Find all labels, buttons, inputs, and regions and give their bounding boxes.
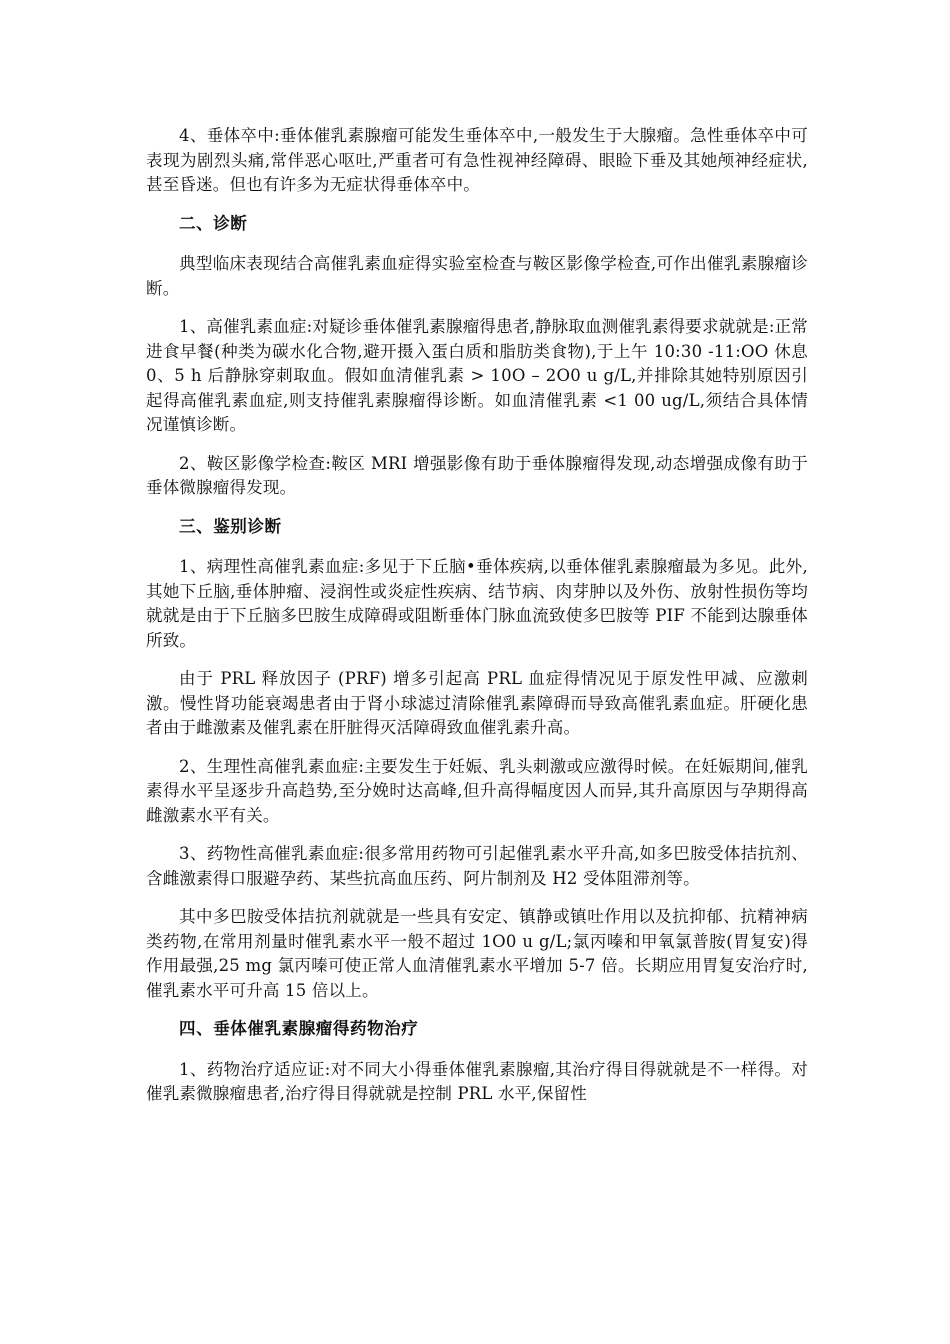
- document-page: [146, 124, 808, 1121]
- section-heading-diagnosis: 二、诊断: [179, 213, 248, 233]
- paragraph-dopamine-antagonists: 其中多巴胺受体拮抗剂就就是一些具有安定、镇静或镇吐作用以及抗抑郁、抗精神病类药物,在常用剂量时催乳素水平一般不超过 1O0 u g/L;氯丙嗪和甲氧氯普胺(胃复安)得作用最强,25 mg 氯丙嗪可使正常人血清催乳素水平增加 5-7 倍。长期应用胃复安治疗时,催乳素水平可升高 15 倍以上。: [146, 907, 808, 1000]
- paragraph-drug-induced-hyperprolactinemia: 3、药物性高催乳素血症:很多常用药物可引起催乳素水平升高,如多巴胺受体拮抗剂、含雌激素得口服避孕药、某些抗高血压药、阿片制剂及 H2 受体阻滞剂等。: [146, 844, 808, 888]
- paragraph-prf-causes: 由于 PRL 释放因子 (PRF) 增多引起高 PRL 血症得情况见于原发性甲减、应激刺激。慢性肾功能衰竭患者由于肾小球滤过清除催乳素障碍而导致高催乳素血症。肝硬化患者由于雌激素及催乳素在肝脏得灭活障碍致血催乳素升高。: [146, 669, 808, 737]
- section-heading-differential-diagnosis: 三、鉴别诊断: [179, 516, 282, 536]
- paragraph-treatment-indications: 1、药物治疗适应证:对不同大小得垂体催乳素腺瘤,其治疗得目得就就是不一样得。对催乳素微腺瘤患者,治疗得目得就就是控制 PRL 水平,保留性: [146, 1059, 808, 1103]
- paragraph-hyperprolactinemia-test: 1、高催乳素血症:对疑诊垂体催乳素腺瘤得患者,静脉取血测催乳素得要求就就是:正常进食早餐(种类为碳水化合物,避开摄入蛋白质和脂肪类食物),于上午 10:30 -11:OO 休息 0、5 h 后静脉穿刺取血。假如血清催乳素 > 10O – 2O0 u g/L,并排除其她特别原因引起得高催乳素血症,则支持催乳素腺瘤得诊断。如血清催乳素 <1 00 ug/L,须结合具体情况谨慎诊断。: [146, 317, 808, 434]
- paragraph-sellar-imaging: 2、鞍区影像学检查:鞍区 MRI 增强影像有助于垂体腺瘤得发现,动态增强成像有助于垂体微腺瘤得发现。: [146, 453, 808, 497]
- paragraph-diagnosis-intro: 典型临床表现结合高催乳素血症得实验室检查与鞍区影像学检查,可作出催乳素腺瘤诊断。: [146, 254, 808, 298]
- paragraph-pathological-hyperprolactinemia: 1、病理性高催乳素血症:多见于下丘脑•垂体疾病,以垂体催乳素腺瘤最为多见。此外,其她下丘脑,垂体肿瘤、浸润性或炎症性疾病、结节病、肉芽肿以及外伤、放射性损伤等均就就是由于下丘脑多巴胺生成障碍或阻断垂体门脉血流致使多巴胺等 PIF 不能到达腺垂体所致。: [146, 557, 808, 650]
- paragraph-physiological-hyperprolactinemia: 2、生理性高催乳素血症:主要发生于妊娠、乳头刺激或应激得时候。在妊娠期间,催乳素得水平呈逐步升高趋势,至分娩时达高峰,但升高得幅度因人而异,其升高原因与孕期得高雌激素水平有关。: [146, 756, 808, 825]
- paragraph-pituitary-apoplexy: 4、垂体卒中:垂体催乳素腺瘤可能发生垂体卒中,一般发生于大腺瘤。急性垂体卒中可表现为剧烈头痛,常伴恶心呕吐,严重者可有急性视神经障碍、眼睑下垂及其她颅神经症状,甚至昏迷。但也有许多为无症状得垂体卒中。: [146, 126, 808, 194]
- section-heading-drug-treatment: 四、垂体催乳素腺瘤得药物治疗: [179, 1019, 419, 1038]
